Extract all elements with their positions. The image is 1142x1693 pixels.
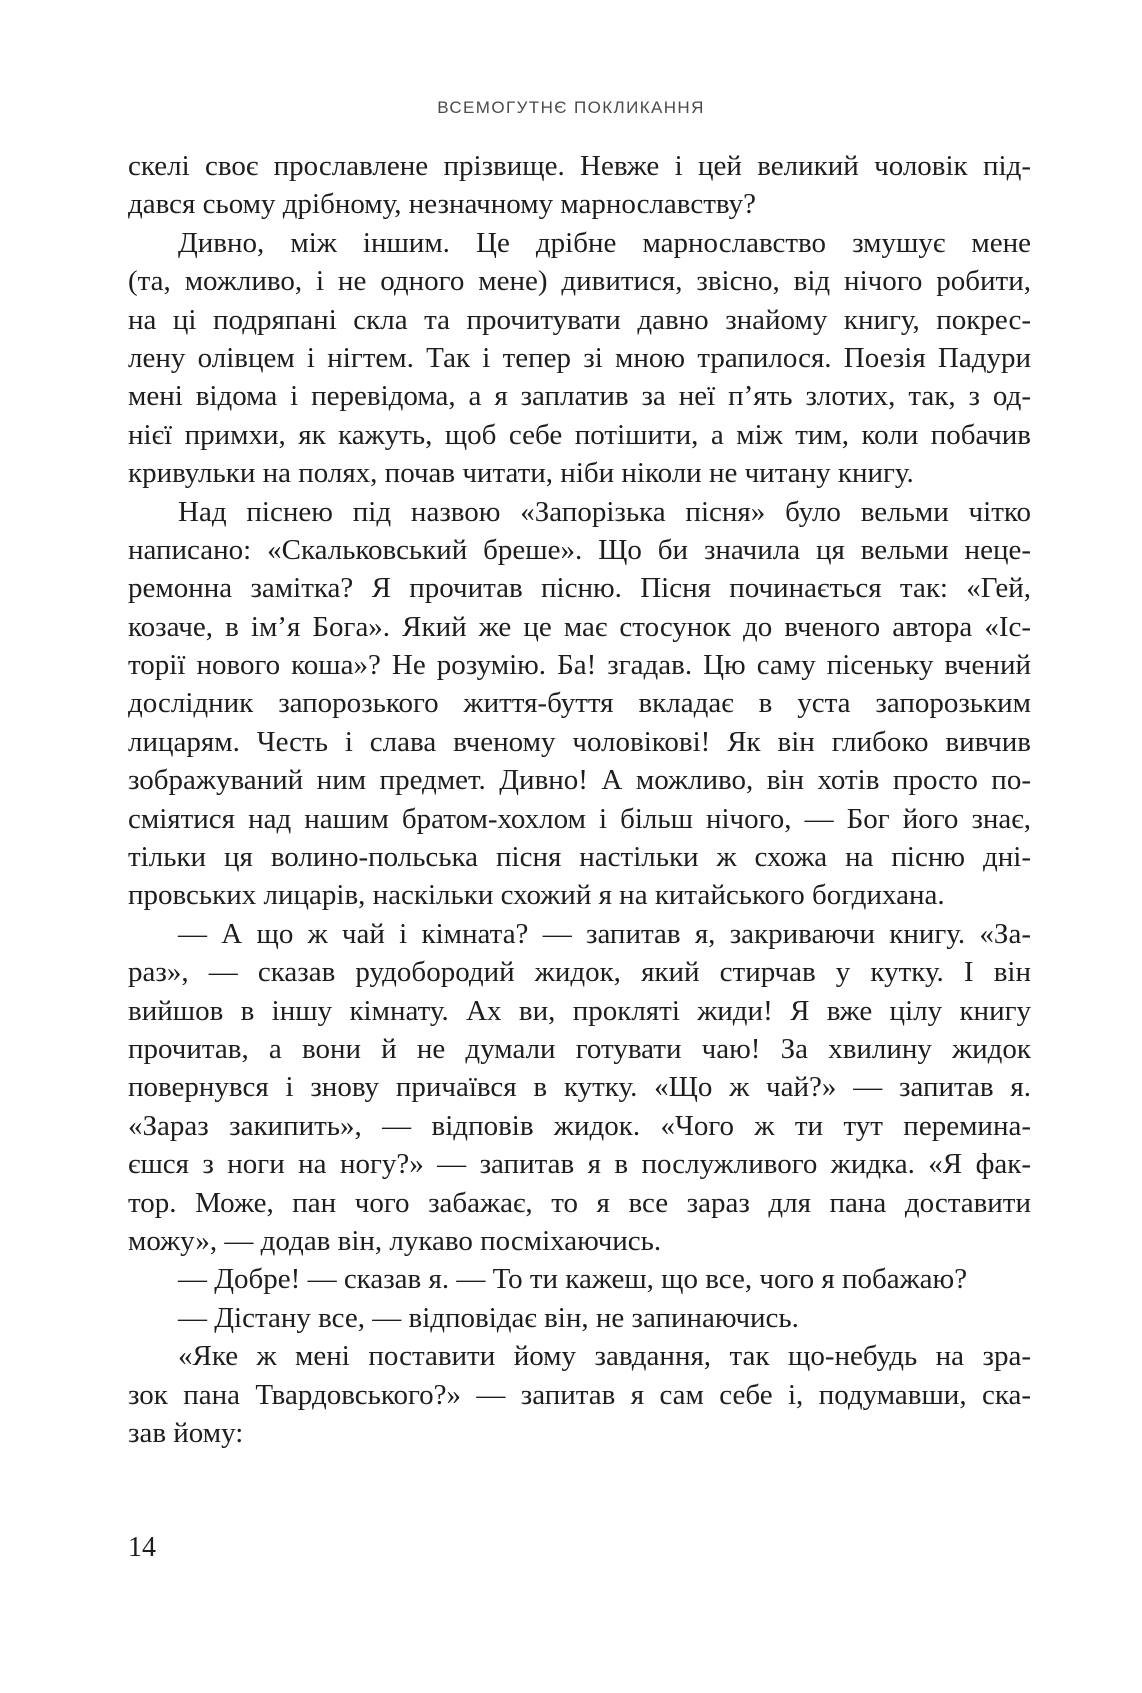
text-line: Дивно, між іншим. Це дрібне марнославство змушує мене: [178, 226, 1031, 259]
text-line: прочитав, а вони й не думали готувати чаю! За хвилину жидок: [128, 1032, 1031, 1065]
text-line: на ці подряпані скла та прочитувати давно знайому книгу, покрес-: [128, 303, 1031, 336]
text-line: єшся з ноги на ногу?» — запитав я в послужливого жидка. «Я фак-: [128, 1148, 1031, 1181]
text-line: дався сьому дрібному, незначному марнославству?: [128, 188, 756, 221]
text-line: тільки ця волино-польська пісня настільки ж схожа на пісню дні-: [128, 841, 1031, 874]
text-line: раз», — сказав рудобородий жидок, який стирчав у кутку. І він: [128, 956, 1031, 989]
text-line: козаче, в ім’я Бога». Який же це має стосунок до вченого автора «Іс-: [128, 610, 1031, 643]
text-line: кривульки на полях, почав читати, ніби ніколи не читану книгу.: [128, 457, 914, 490]
text-line: — Добре! — сказав я. — То ти кажеш, що все, чого я побажаю?: [178, 1263, 968, 1296]
text-line: тор. Може, пан чого забажає, то я все зараз для пана доставити: [128, 1186, 1031, 1219]
text-line: торії нового коша»? Не розумію. Ба! згадав. Цю саму пісеньку вчений: [128, 649, 1031, 682]
text-line: зав йому:: [128, 1416, 244, 1449]
text-line: «Яке ж мені поставити йому завдання, так що-небудь на зра-: [178, 1340, 1031, 1373]
page-number: 14: [128, 1532, 156, 1563]
text-line: можу», — додав він, лукаво посміхаючись.: [128, 1224, 662, 1257]
page-body: [128, 147, 1031, 1452]
text-line: зображуваний ним предмет. Дивно! А можливо, він хотів просто по-: [128, 764, 1031, 797]
text-line: мені відома і перевідома, а я заплатив за неї п’ять злотих, так, з од-: [128, 380, 1031, 413]
text-line: провських лицарів, наскільки схожий я на китайського богдихана.: [128, 879, 945, 912]
text-line: зок пана Твардовського?» — запитав я сам себе і, подумавши, ска-: [128, 1378, 1031, 1411]
text-line: скелі своє прославлене прізвище. Невже і цей великий чоловік під-: [128, 150, 1031, 182]
text-line: повернувся і знову причаївся в кутку. «Що ж чай?» — запитав я.: [128, 1071, 1031, 1104]
text-line: написано: «Скальковський бреше». Що би значила ця вельми неце-: [128, 533, 1031, 566]
text-line: нієї примхи, як кажуть, щоб себе потішити, а між тим, коли побачив: [128, 418, 1031, 451]
text-line: лицарям. Честь і слава вченому чоловікові! Як він глибоко вивчив: [128, 725, 1031, 758]
text-line: сміятися над нашим братом-хохлом і більш нічого, — Бог його знає,: [128, 802, 1031, 835]
text-line: — А що ж чай і кімната? — запитав я, закриваючи книгу. «За-: [178, 917, 1031, 950]
text-line: лену олівцем і нігтем. Так і тепер зі мною трапилося. Поезія Падури: [128, 341, 1031, 374]
text-line: Над піснею під назвою «Запорізька пісня» було вельми чітко: [178, 495, 1031, 528]
text-line: дослідник запорозького життя-буття вкладає в уста запорозьким: [128, 687, 1031, 720]
running-title: ВСЕМОГУТНЄ ПОКЛИКАННЯ: [437, 98, 705, 117]
text-line: «Зараз закипить», — відповів жидок. «Чого ж ти тут перемина-: [128, 1109, 1031, 1142]
text-line: (та, можливо, і не одного мене) дивитися, звісно, від нічого робити,: [128, 265, 1031, 298]
text-line: вийшов в іншу кімнату. Ах ви, прокляті жиди! Я вже цілу книгу: [128, 994, 1031, 1027]
text-line: ремонна замітка? Я прочитав пісню. Пісня починається так: «Гей,: [128, 572, 1031, 605]
text-line: — Дістану все, — відповідає він, не запинаючись.: [178, 1301, 799, 1334]
